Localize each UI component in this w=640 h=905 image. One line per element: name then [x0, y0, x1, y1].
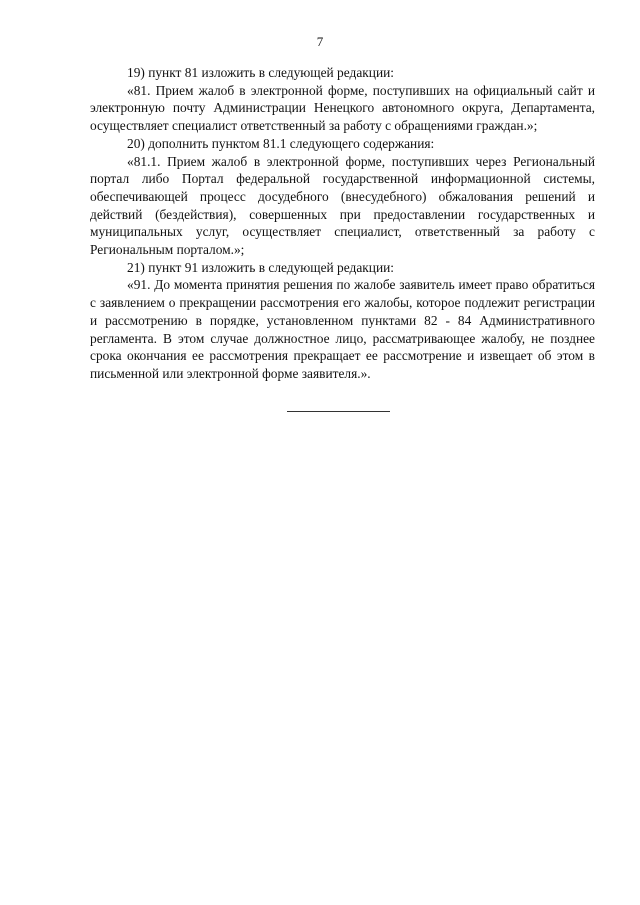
- clause-91-text: «91. До момента принятия решения по жалобе заявитель имеет право обратиться с заявлением о прекращении рассмотрения его жалобы, которое подлежит регистрации и рассмотрению в порядке, установленном пунктами 82 - 84 Административного регламента. В этом случае должностное лицо, рассматривающее жалобу, не позднее срока окончания ее рассмотрения прекращает ее рассмотрение и извещает об этом в письменной или электронной форме заявителя.».: [90, 277, 595, 381]
- end-separator-line: [287, 411, 390, 412]
- amendment-item-20: 20) дополнить пунктом 81.1 следующего содержания:: [127, 135, 435, 151]
- document-body: [90, 64, 595, 383]
- clause-81-text: «81. Прием жалоб в электронной форме, поступивших на официальный сайт и электронную почту Администрации Ненецкого автономного округа, Департамента, осуществляет специалист ответственный за работу с обращениями граждан.»;: [90, 82, 595, 134]
- amendment-item-21: 21) пункт 91 изложить в следующей редакции:: [127, 259, 395, 275]
- amendment-item-19: 19) пункт 81 изложить в следующей редакции:: [127, 65, 395, 80]
- clause-81-1-text: «81.1. Прием жалоб в электронной форме, поступивших через Региональный портал либо Портал федеральной государственной информационной системы, обеспечивающей процесс досудебного (внесудебного) обжалования решений и действий (бездействия), совершенных при предоставлении государственных и муниципальных услуг, осуществляет специалист, ответственный за работу с Региональным порталом.»;: [90, 153, 595, 258]
- page-number: 7: [316, 34, 324, 49]
